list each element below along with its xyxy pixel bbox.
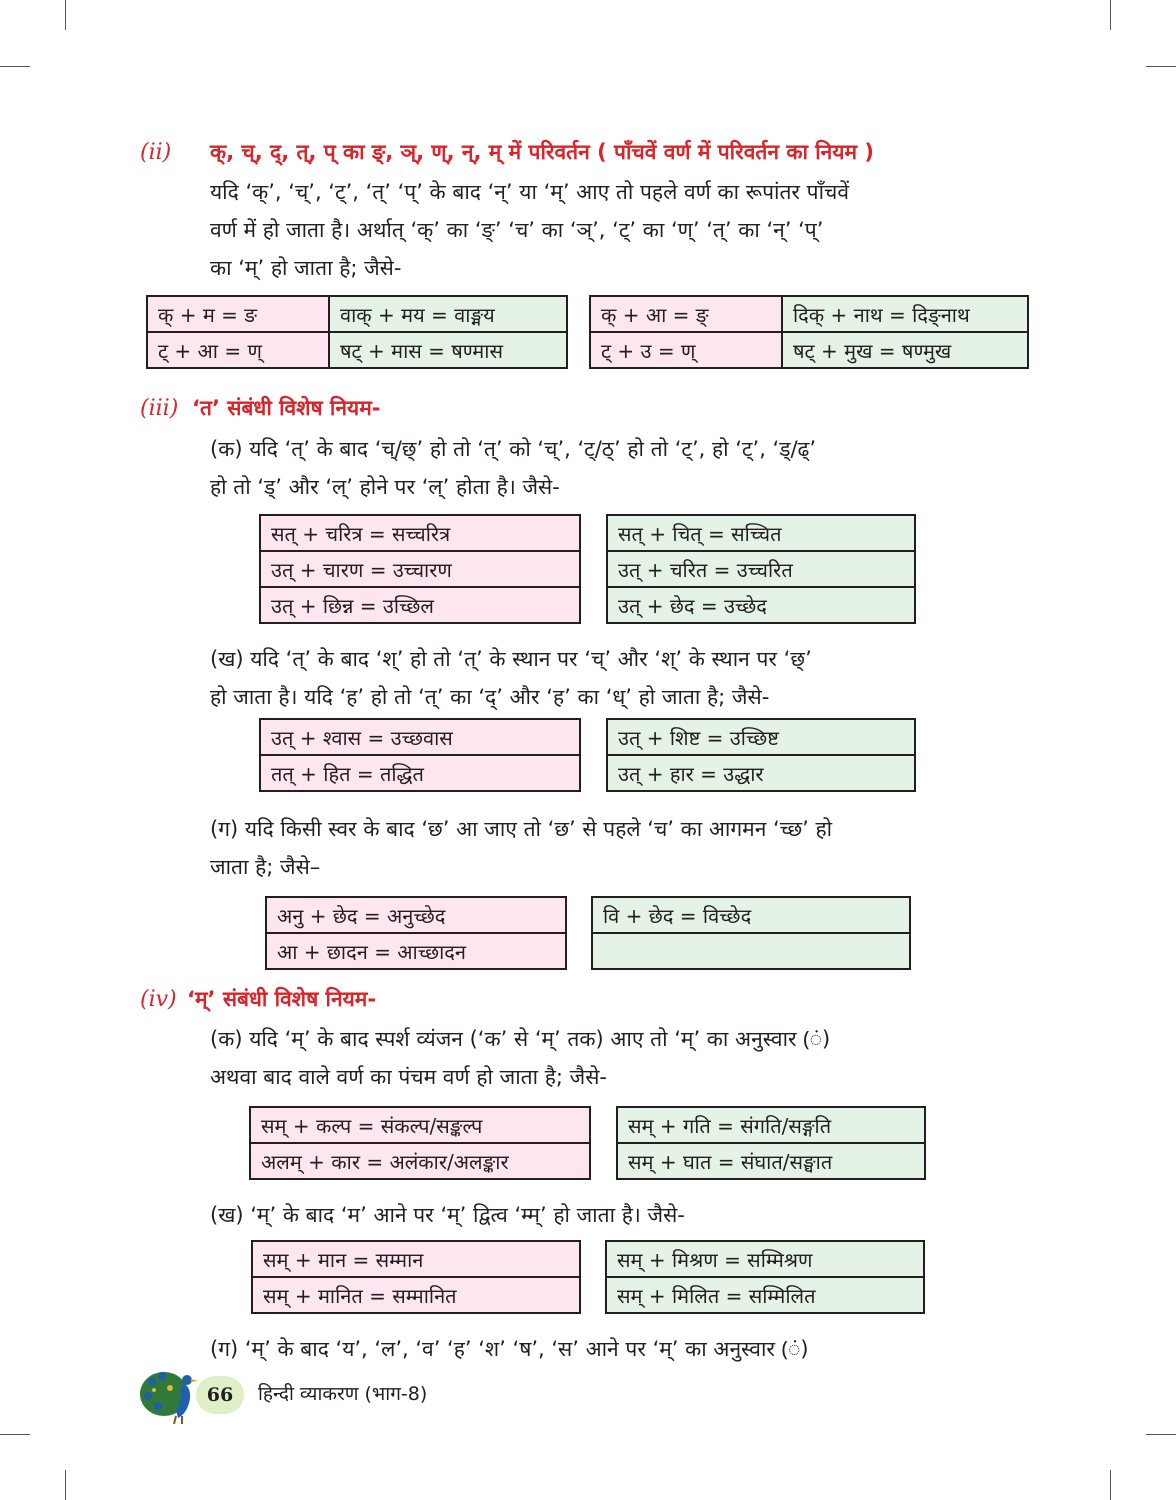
example-cell: सत् + चित् = सच्चित	[607, 515, 915, 551]
example-table-ii-right	[589, 295, 1029, 369]
text-line: (ग) ‘म्’ के बाद ‘य’, ‘ल’, ‘व’ ‘ह’ ‘श’ ‘ष’, ‘स’ आने पर ‘म्’ का अनुस्वार (ं)	[210, 1337, 809, 1361]
example-cell: आ + छादन = आच्छादन	[266, 933, 566, 969]
example-cell: उत् + शिष्ट = उच्छिष्ट	[607, 719, 915, 755]
example-cell: सम् + घात = संघात/सङ्घात	[617, 1143, 925, 1179]
example-cell: सम् + मिश्रण = सम्मिश्रण	[606, 1241, 924, 1277]
paragraph-iii-ka	[210, 430, 1040, 506]
section-heading-iv: ‘म्’ संबंधी विशेष नियम-	[187, 987, 377, 1011]
example-cell: उत् + चारण = उच्चारण	[260, 551, 580, 587]
example-cell: सम् + गति = संगति/सङ्गति	[617, 1107, 925, 1143]
section-heading-ii: क्, च्, द्, त्, प् का ङ्, ञ्, ण्, न्, म् में परिवर्तन ( पाँचवें वर्ण में परिवर्तन का नियम )	[210, 140, 874, 164]
example-cell: वाक् + मय = वाङ्मय	[329, 296, 567, 332]
crop-mark	[1110, 1470, 1111, 1500]
example-cell: ट् + उ = ण्	[590, 332, 782, 368]
peacock-icon	[138, 1366, 202, 1424]
example-cell: सम् + मानित = सम्मानित	[252, 1277, 580, 1313]
example-table-iv-kha-left	[251, 1240, 581, 1314]
example-table-iv-ka-left	[249, 1106, 591, 1180]
text-line: वर्ण में हो जाता है। अर्थात् ‘क्’ का ‘ङ्’ ‘च’ का ‘ञ्’, ‘ट्’ का ‘ण्’ ‘त्’ का ‘न्’ ‘प्’	[210, 218, 824, 242]
text-line: हो जाता है। यदि ‘ह’ हो तो ‘त्’ का ‘द्’ और ‘ह’ का ‘ध्’ हो जाता है; जैसे-	[210, 685, 770, 709]
paragraph-iv-ga	[210, 1330, 1040, 1368]
example-cell: सम् + मान = सम्मान	[252, 1241, 580, 1277]
crop-mark	[1110, 0, 1111, 30]
paragraph-iv-kha	[210, 1196, 1040, 1234]
example-table-iii-kha-right	[606, 718, 916, 792]
page-number: 66	[196, 1376, 244, 1414]
text-line: (क) यदि ‘त्’ के बाद ‘च्/छ्’ हो तो ‘त्’ को ‘च्’, ‘ट्/ठ्’ हो तो ‘ट्’, हो ‘ट्’, ‘ड्/ढ्’	[210, 437, 817, 461]
section-marker-iv: (iv)	[140, 987, 177, 1012]
example-cell: सम् + मिलित = सम्मिलित	[606, 1277, 924, 1313]
paragraph-iii-kha	[210, 640, 1040, 716]
text-line: का ‘म्’ हो जाता है; जैसे-	[210, 256, 402, 280]
crop-mark	[65, 1470, 66, 1500]
example-cell: दिक् + नाथ = दिङ्नाथ	[782, 296, 1028, 332]
example-cell: क् + म = ङ	[147, 296, 329, 332]
paragraph-iii-ga	[210, 810, 1040, 886]
example-table-iv-kha-right	[605, 1240, 925, 1314]
text-line: जाता है; जैसे–	[210, 855, 321, 879]
section-heading-iii: ‘त’ संबंधी विशेष नियम-	[192, 396, 381, 420]
example-cell: अनु + छेद = अनुच्छेद	[266, 897, 566, 933]
text-line: अथवा बाद वाले वर्ण का पंचम वर्ण हो जाता है; जैसे-	[210, 1065, 607, 1089]
example-table-iii-ka-left	[259, 514, 581, 624]
crop-mark	[65, 0, 66, 30]
crop-mark	[0, 66, 30, 67]
example-table-iv-ka-right	[616, 1106, 926, 1180]
example-table-iii-ga-right	[591, 896, 911, 970]
example-cell: उत् + श्वास = उच्छवास	[260, 719, 580, 755]
example-table-iii-kha-left	[259, 718, 581, 792]
section-marker-iii: (iii)	[140, 396, 179, 421]
text-line: यदि ‘क्’, ‘च्’, ‘ट्’, ‘त्’ ‘प्’ के बाद ‘न्’ या ‘म्’ आए तो पहले वर्ण का रूपांतर पाँचवें	[210, 180, 850, 204]
text-line: (क) यदि ‘म्’ के बाद स्पर्श व्यंजन (‘क’ से ‘म्’ तक) आए तो ‘म्’ का अनुस्वार (ं)	[210, 1027, 831, 1051]
example-cell: सम् + कल्प = संकल्प/सङ्कल्प	[250, 1107, 590, 1143]
example-cell: अलम् + कार = अलंकार/अलङ्कार	[250, 1143, 590, 1179]
example-cell: षट् + मुख = षण्मुख	[782, 332, 1028, 368]
text-line: हो तो ‘ड्’ और ‘ल्’ होने पर ‘ल्’ होता है। जैसे-	[210, 475, 560, 499]
text-line: (ख) यदि ‘त्’ के बाद ‘श्’ हो तो ‘त्’ के स्थान पर ‘च्’ और ‘श्’ के स्थान पर ‘छ्’	[210, 647, 812, 671]
text-line: (ख) ‘म्’ के बाद ‘म’ आने पर ‘म्’ द्वित्व ‘म्म्’ हो जाता है। जैसे-	[210, 1203, 685, 1227]
example-cell: उत् + छिन्न = उच्छिल	[260, 587, 580, 623]
paragraph-ii	[210, 173, 1040, 287]
paragraph-iv-ka	[210, 1020, 1040, 1096]
text-line: (ग) यदि किसी स्वर के बाद ‘छ’ आ जाए तो ‘छ’ से पहले ‘च’ का आगमन ‘च्छ’ हो	[210, 817, 833, 841]
example-table-ii-left	[146, 295, 568, 369]
crop-mark	[0, 1434, 30, 1435]
example-cell: उत् + चरित = उच्चरित	[607, 551, 915, 587]
crop-mark	[1146, 66, 1176, 67]
example-cell: ट् + आ = ण्	[147, 332, 329, 368]
example-cell: वि + छेद = विच्छेद	[592, 897, 910, 933]
example-cell: उत् + छेद = उच्छेद	[607, 587, 915, 623]
crop-mark	[1146, 1434, 1176, 1435]
example-cell	[592, 933, 910, 969]
example-cell: षट् + मास = षण्मास	[329, 332, 567, 368]
section-marker-ii: (ii)	[140, 140, 172, 165]
example-cell: तत् + हित = तद्धित	[260, 755, 580, 791]
example-cell: सत् + चरित्र = सच्चरित्र	[260, 515, 580, 551]
example-table-iii-ga-left	[265, 896, 567, 970]
book-title: हिन्दी व्याकरण (भाग-8)	[258, 1383, 428, 1405]
example-cell: उत् + हार = उद्धार	[607, 755, 915, 791]
example-table-iii-ka-right	[606, 514, 916, 624]
example-cell: क् + आ = ङ्	[590, 296, 782, 332]
